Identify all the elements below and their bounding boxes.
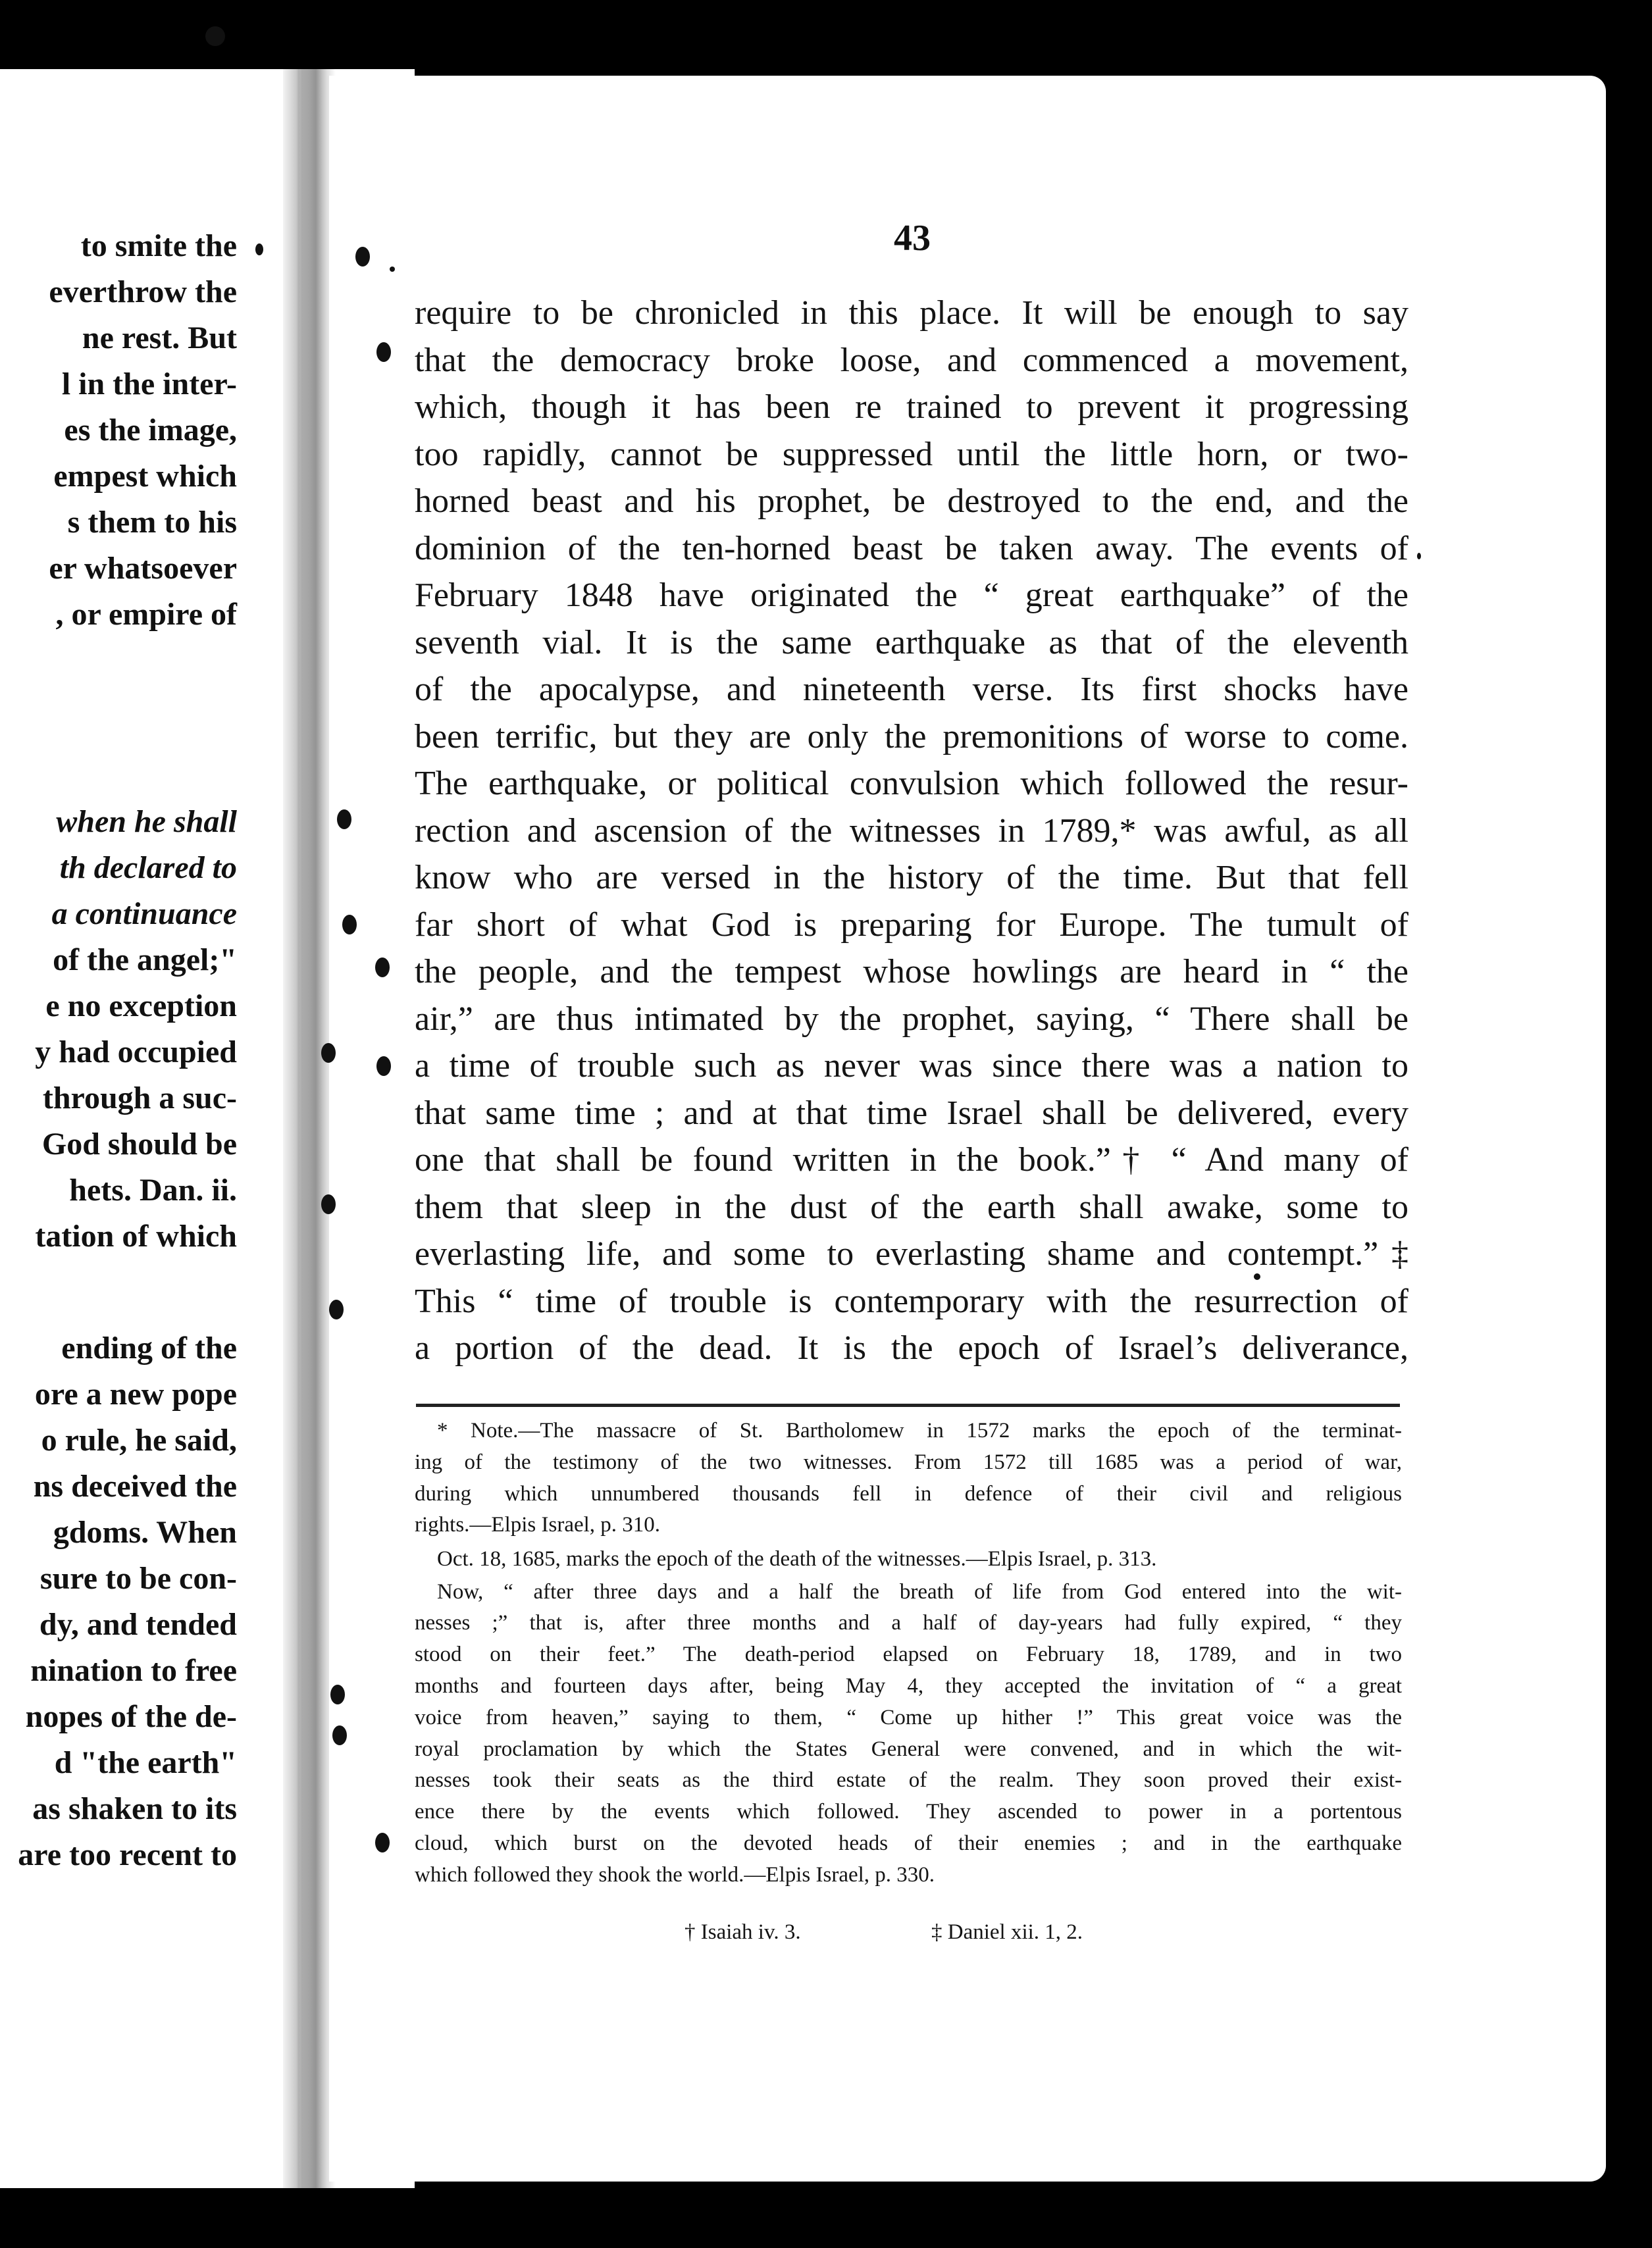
left-page-line: God should be — [41, 1127, 237, 1162]
left-page-line: ns deceived the — [33, 1469, 237, 1504]
binding-hole — [355, 247, 370, 267]
body-line: The earthquake, or political convulsion which followed the resur- — [415, 765, 1408, 802]
body-line: require to be chronicled in this place. It will be enough to say — [415, 294, 1408, 332]
scan-speck — [255, 243, 263, 255]
footnote-line: cloud, which burst on the devoted heads of their enemies ; and in the earthquake — [415, 1831, 1402, 1855]
left-page-line: as shaken to its — [32, 1791, 237, 1826]
binding-hole — [376, 1056, 391, 1076]
footnote-line: rights.—Elpis Israel, p. 310. — [415, 1513, 661, 1537]
left-page-line: empest which — [53, 459, 237, 494]
page-number: 43 — [894, 218, 931, 259]
binding-hole — [376, 342, 391, 362]
left-page-line: ending of the — [61, 1331, 237, 1366]
footnote-line: Oct. 18, 1685, marks the epoch of the death of the witnesses.—Elpis Israel, p. 313. — [437, 1547, 1157, 1571]
body-line: one that shall be found written in the book.”† “ And many of — [415, 1141, 1408, 1179]
binding-hole — [337, 809, 351, 829]
body-line: that the democracy broke loose, and commenced a movement, — [415, 342, 1408, 379]
footnote-line: nesses ;” that is, after three months and a half of day-years had fully expired, “ they — [415, 1611, 1402, 1635]
footnote-line: royal proclamation by which the States General were convened, and in which the wit- — [415, 1737, 1402, 1761]
left-page-line: hets. Dan. ii. — [69, 1173, 237, 1208]
binding-hole — [332, 1725, 347, 1745]
body-line: a time of trouble such as never was since there was a nation to — [415, 1047, 1408, 1085]
binding-hole — [330, 1685, 345, 1704]
body-line: know who are versed in the history of the time. But that fell — [415, 859, 1408, 896]
binding-hole — [321, 1194, 336, 1214]
footnote-line: stood on their feet.” The death-period elapsed on February 18, 1789, and in two — [415, 1643, 1402, 1666]
left-page-line: s them to his — [67, 505, 237, 540]
footnote-rule — [416, 1404, 1400, 1407]
left-page-line: a continuance — [51, 896, 237, 931]
footnote-line: voice from heaven,” saying to them, “ Come up hither !” This great voice was the — [415, 1706, 1402, 1729]
scan-speck — [205, 26, 225, 46]
body-line: February 1848 have originated the “ great earthquake” of the — [415, 576, 1408, 614]
body-line: been terrific, but they are only the premonitions of worse to come. — [415, 718, 1408, 755]
body-line: everlasting life, and some to everlasting shame and contempt.”‡ — [415, 1235, 1408, 1273]
left-page-line: d "the earth" — [54, 1745, 237, 1780]
left-page-line: ore a new pope — [34, 1377, 237, 1412]
body-line: too rapidly, cannot be suppressed until the little horn, or two- — [415, 436, 1408, 473]
body-line: a portion of the dead. It is the epoch of Israel’s deliverance, — [415, 1329, 1408, 1367]
left-page-line: everthrow the — [49, 274, 237, 309]
left-page-line: nopes of the de- — [25, 1699, 237, 1734]
left-page-line: y had occupied — [35, 1035, 237, 1069]
footnote-line: nesses took their seats as the third estate of the realm. They soon proved their exist- — [415, 1768, 1402, 1792]
body-line: which, though it has been re trained to prevent it progressing — [415, 388, 1408, 426]
footnote-line: during which unnumbered thousands fell in defence of their civil and religious — [415, 1482, 1402, 1506]
binding-hole — [329, 1300, 344, 1319]
left-page-line: through a suc- — [42, 1081, 237, 1115]
body-line: air,” are thus intimated by the prophet, saying, “ There shall be — [415, 1000, 1408, 1038]
binding-hole — [342, 915, 357, 934]
footnote-line: * Note.—The massacre of St. Bartholomew in 1572 marks the epoch of the terminat- — [437, 1419, 1402, 1443]
footnote-dagger-ref: † Isaiah iv. 3. — [684, 1920, 801, 1944]
left-page-line: are too recent to — [18, 1837, 237, 1872]
left-page-line: l in the inter- — [61, 367, 237, 401]
left-page-line: when he shall — [56, 804, 237, 839]
left-page-line: sure to be con- — [39, 1561, 237, 1596]
left-page-line: o rule, he said, — [41, 1423, 237, 1458]
binding-hole — [375, 958, 390, 977]
body-line: that same time ; and at that time Israel shall be delivered, every — [415, 1094, 1408, 1132]
scan-speck — [390, 267, 395, 272]
body-line: This “ time of trouble is contemporary with the resurrection of — [415, 1283, 1408, 1320]
left-page-line: , or empire of — [55, 597, 237, 632]
footnote-double-dagger-ref: ‡ Daniel xii. 1, 2. — [931, 1920, 1083, 1944]
left-page-line: es the image, — [64, 413, 237, 447]
left-page-line: gdoms. When — [53, 1515, 237, 1550]
body-line: of the apocalypse, and nineteenth verse. Its first shocks have — [415, 671, 1408, 708]
previous-page-fragment — [0, 69, 299, 2188]
scan-speck — [1254, 1273, 1260, 1280]
left-page-line: e no exception — [45, 988, 237, 1023]
body-line: horned beast and his prophet, be destroyed to the end, and the — [415, 482, 1408, 520]
left-page-line: dy, and tended — [39, 1607, 237, 1642]
binding-hole — [375, 1833, 390, 1852]
binding-hole — [321, 1043, 336, 1063]
left-page-line: of the angel;" — [53, 942, 237, 977]
body-line: seventh vial. It is the same earthquake as that of the eleventh — [415, 624, 1408, 661]
footnote-line: which followed they shook the world.—Elpis Israel, p. 330. — [415, 1863, 935, 1887]
left-page-line: ne rest. But — [82, 320, 237, 355]
left-page-line: nination to free — [30, 1653, 237, 1688]
body-line: rection and ascension of the witnesses in 1789,* was awful, as all — [415, 812, 1408, 850]
footnote-line: Now, “ after three days and a half the breath of life from God entered into the wit- — [437, 1580, 1402, 1604]
body-line: them that sleep in the dust of the earth shall awake, some to — [415, 1188, 1408, 1226]
left-page-line: th declared to — [59, 850, 237, 885]
body-line: far short of what God is preparing for Europe. The tumult of — [415, 906, 1408, 944]
left-page-line: er whatsoever — [49, 551, 237, 586]
footnote-line: months and fourteen days after, being May 4, they accepted the invitation of “ a great — [415, 1674, 1402, 1698]
scan-speck — [1417, 553, 1421, 559]
body-line: the people, and the tempest whose howlings are heard in “ the — [415, 953, 1408, 990]
left-page-line: to smite the — [80, 228, 237, 263]
footnote-line: ence there by the events which followed. They ascended to power in a portentous — [415, 1800, 1402, 1824]
footnote-line: ing of the testimony of the two witnesses. From 1572 till 1685 was a period of war, — [415, 1450, 1402, 1474]
left-page-line: tation of which — [35, 1219, 237, 1254]
body-line: dominion of the ten-horned beast be taken away. The events of — [415, 530, 1408, 567]
